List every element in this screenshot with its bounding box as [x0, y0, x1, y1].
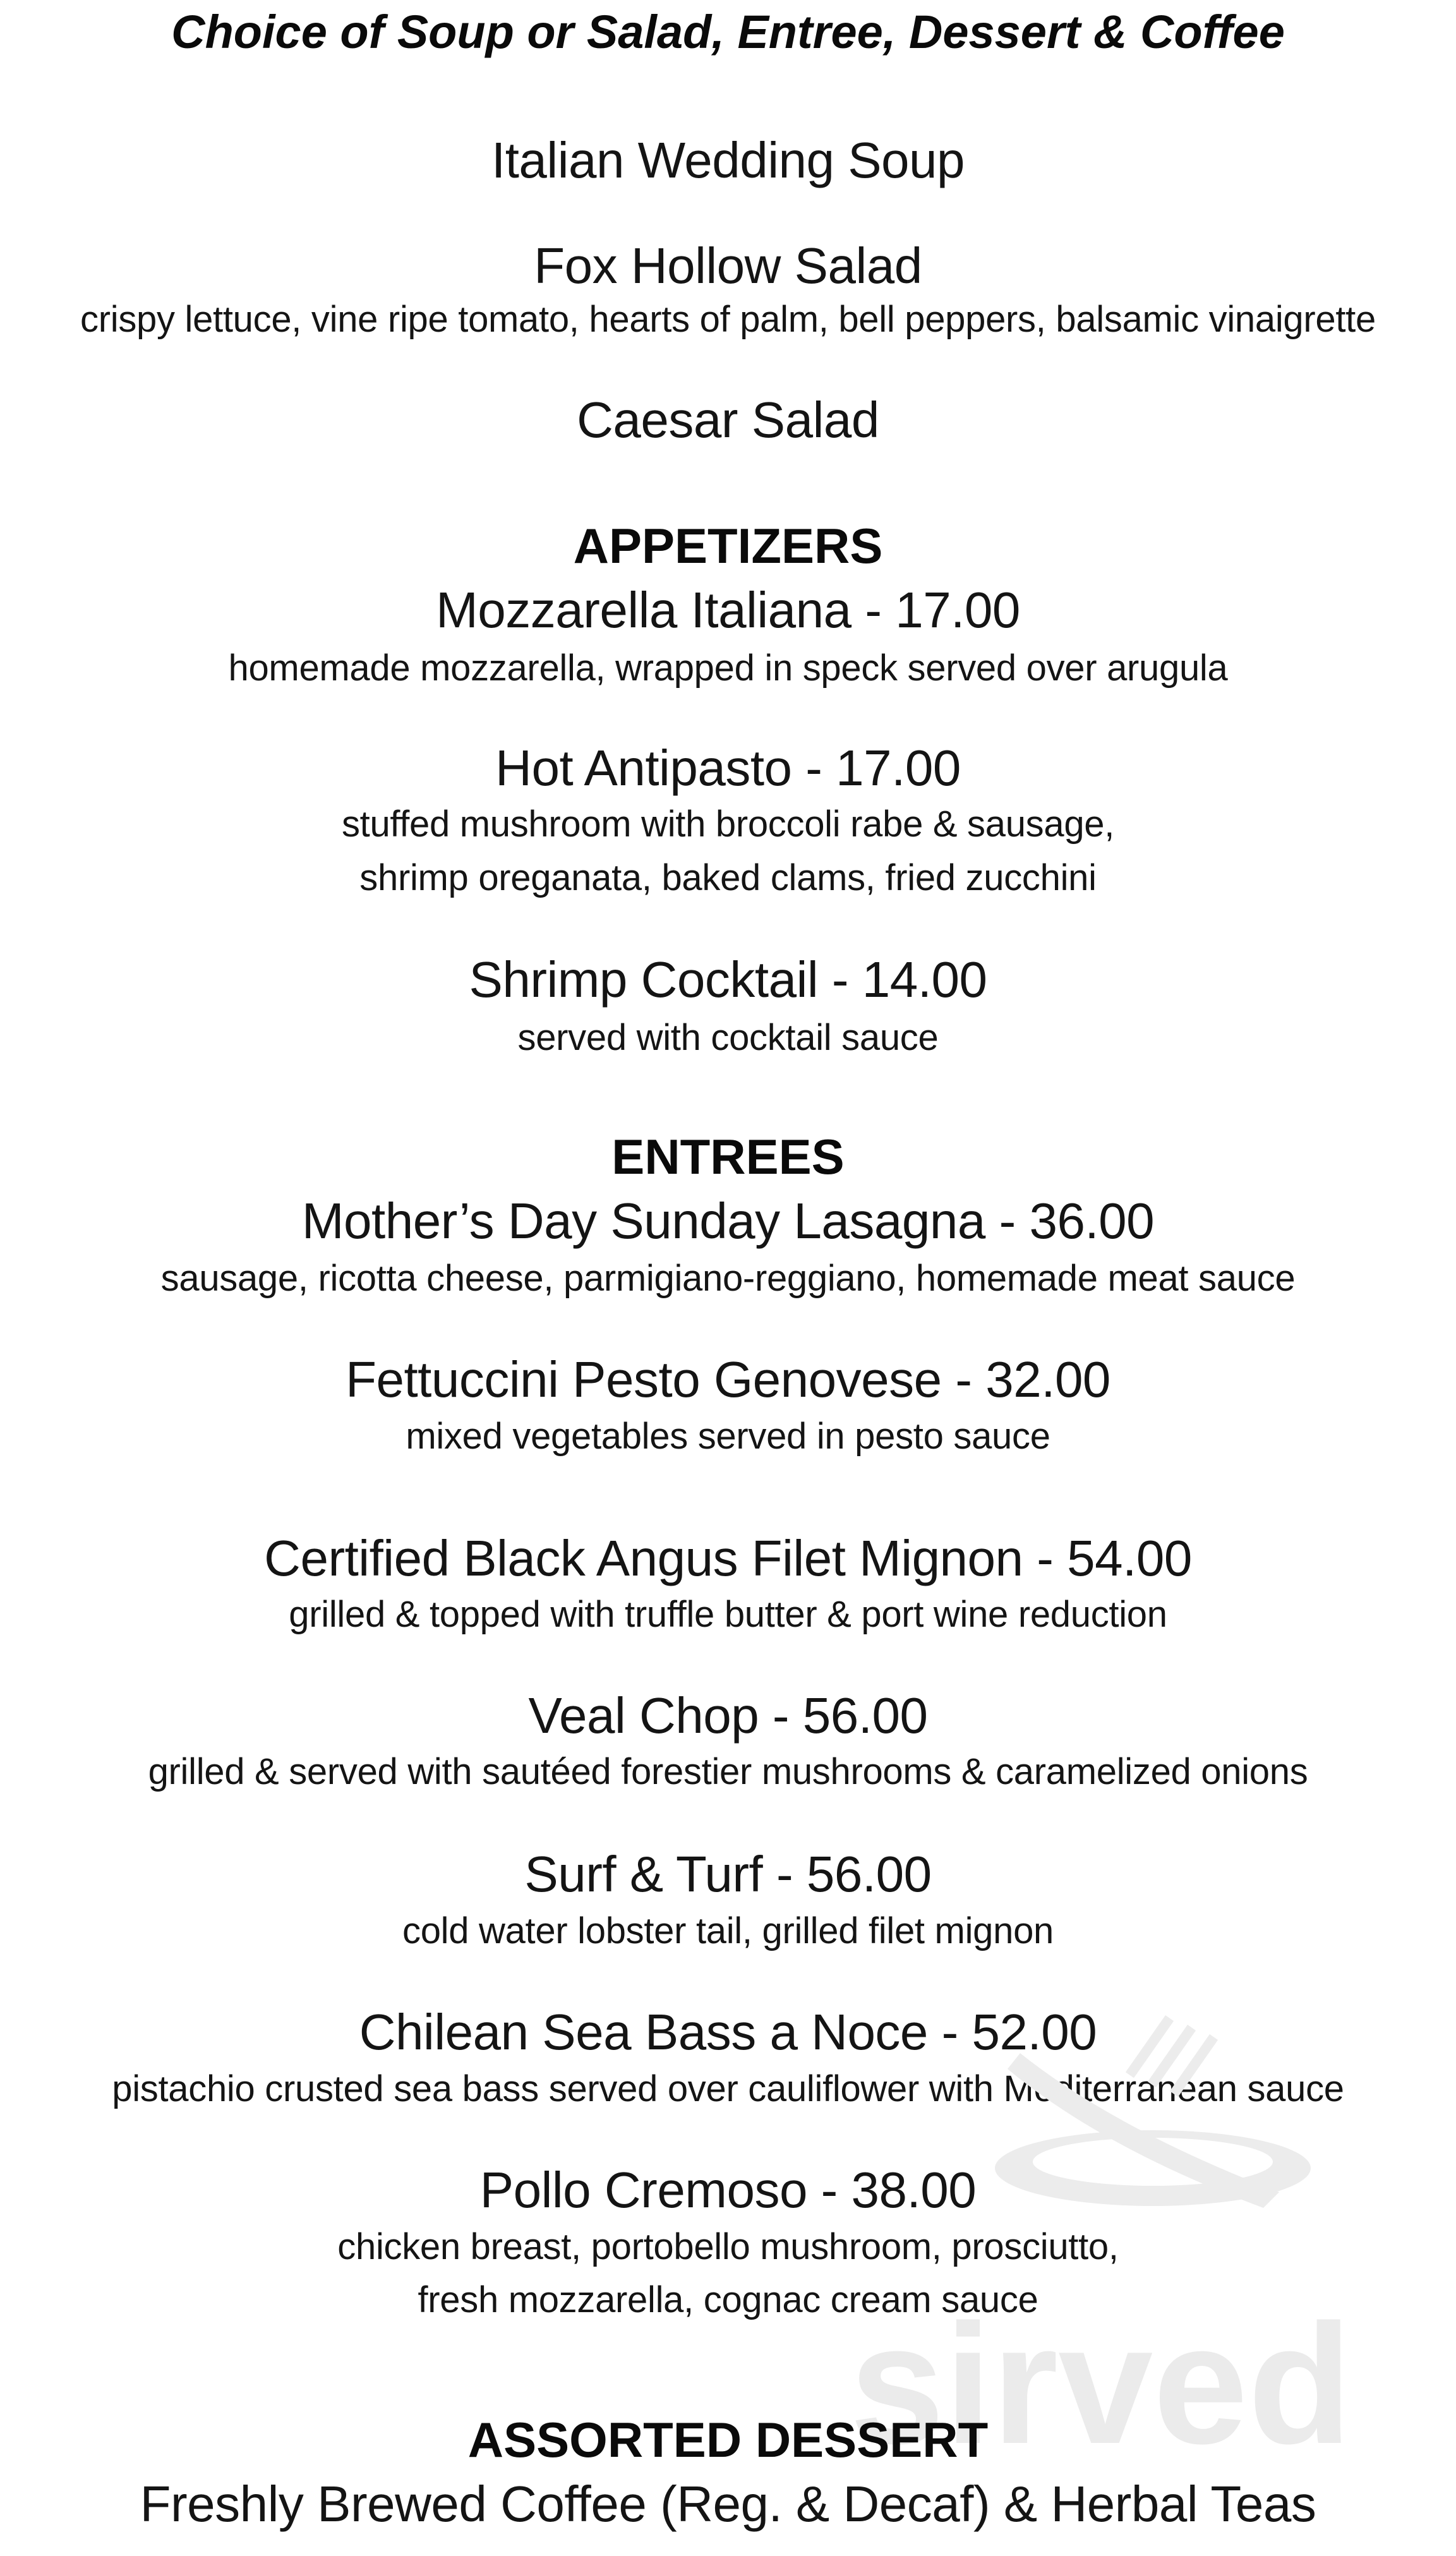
entree-item-description: cold water lobster tail, grilled filet mignon	[402, 1910, 1054, 1951]
entree-item-name: Veal Chop - 56.00	[528, 1687, 928, 1744]
appetizer-item-description: stuffed mushroom with broccoli rabe & sausage,	[341, 804, 1115, 845]
entree-item-description: sausage, ricotta cheese, parmigiano-reggiano, homemade meat sauce	[160, 1258, 1296, 1299]
entree-item-name: Surf & Turf - 56.00	[524, 1846, 932, 1902]
coffee-tea-line: Freshly Brewed Coffee (Reg. & Decaf) & Herbal Teas	[140, 2476, 1316, 2532]
caesar-item-name: Caesar Salad	[577, 392, 879, 448]
entree-item-description: fresh mozzarella, cognac cream sauce	[418, 2279, 1038, 2320]
entree-item-description: mixed vegetables served in pesto sauce	[406, 1416, 1050, 1457]
appetizers-heading: APPETIZERS	[573, 518, 883, 574]
entree-item-name: Mother’s Day Sunday Lasagna - 36.00	[301, 1193, 1155, 1249]
entree-item-name: Certified Black Angus Filet Mignon - 54.00	[264, 1530, 1192, 1586]
entree-item-description: grilled & topped with truffle butter & port wine reduction	[289, 1594, 1167, 1635]
sirved-watermark: sirved	[850, 2289, 1352, 2480]
appetizer-item-description: shrimp oreganata, baked clams, fried zucchini	[359, 857, 1097, 898]
salad-item-name: Fox Hollow Salad	[534, 238, 922, 294]
salad-item-description: crispy lettuce, vine ripe tomato, hearts of palm, bell peppers, balsamic vinaigrette	[80, 299, 1376, 340]
dessert-heading: ASSORTED DESSERT	[467, 2412, 989, 2468]
appetizer-item-name: Mozzarella Italiana - 17.00	[436, 582, 1020, 638]
entree-item-description: pistachio crusted sea bass served over cauliflower with Mediterranean sauce	[112, 2068, 1344, 2109]
soup-item-name: Italian Wedding Soup	[491, 132, 965, 188]
appetizer-item-description: homemade mozzarella, wrapped in speck served over arugula	[228, 648, 1228, 689]
entree-item-name: Chilean Sea Bass a Noce - 52.00	[359, 2004, 1097, 2060]
entrees-heading: ENTREES	[611, 1129, 845, 1185]
appetizer-item-name: Shrimp Cocktail - 14.00	[469, 951, 987, 1008]
fork-plate-logo-icon	[976, 2003, 1317, 2230]
entree-item-description: chicken breast, portobello mushroom, prosciutto,	[337, 2226, 1119, 2267]
appetizer-item-description: served with cocktail sauce	[517, 1017, 939, 1058]
appetizer-item-name: Hot Antipasto - 17.00	[495, 740, 961, 796]
menu-title: Choice of Soup or Salad, Entree, Dessert & Coffee	[171, 6, 1285, 58]
entree-item-name: Pollo Cremoso - 38.00	[479, 2162, 977, 2218]
entree-item-description: grilled & served with sautéed forestier mushrooms & caramelized onions	[148, 1751, 1308, 1792]
entree-item-name: Fettuccini Pesto Genovese - 32.00	[346, 1351, 1110, 1408]
